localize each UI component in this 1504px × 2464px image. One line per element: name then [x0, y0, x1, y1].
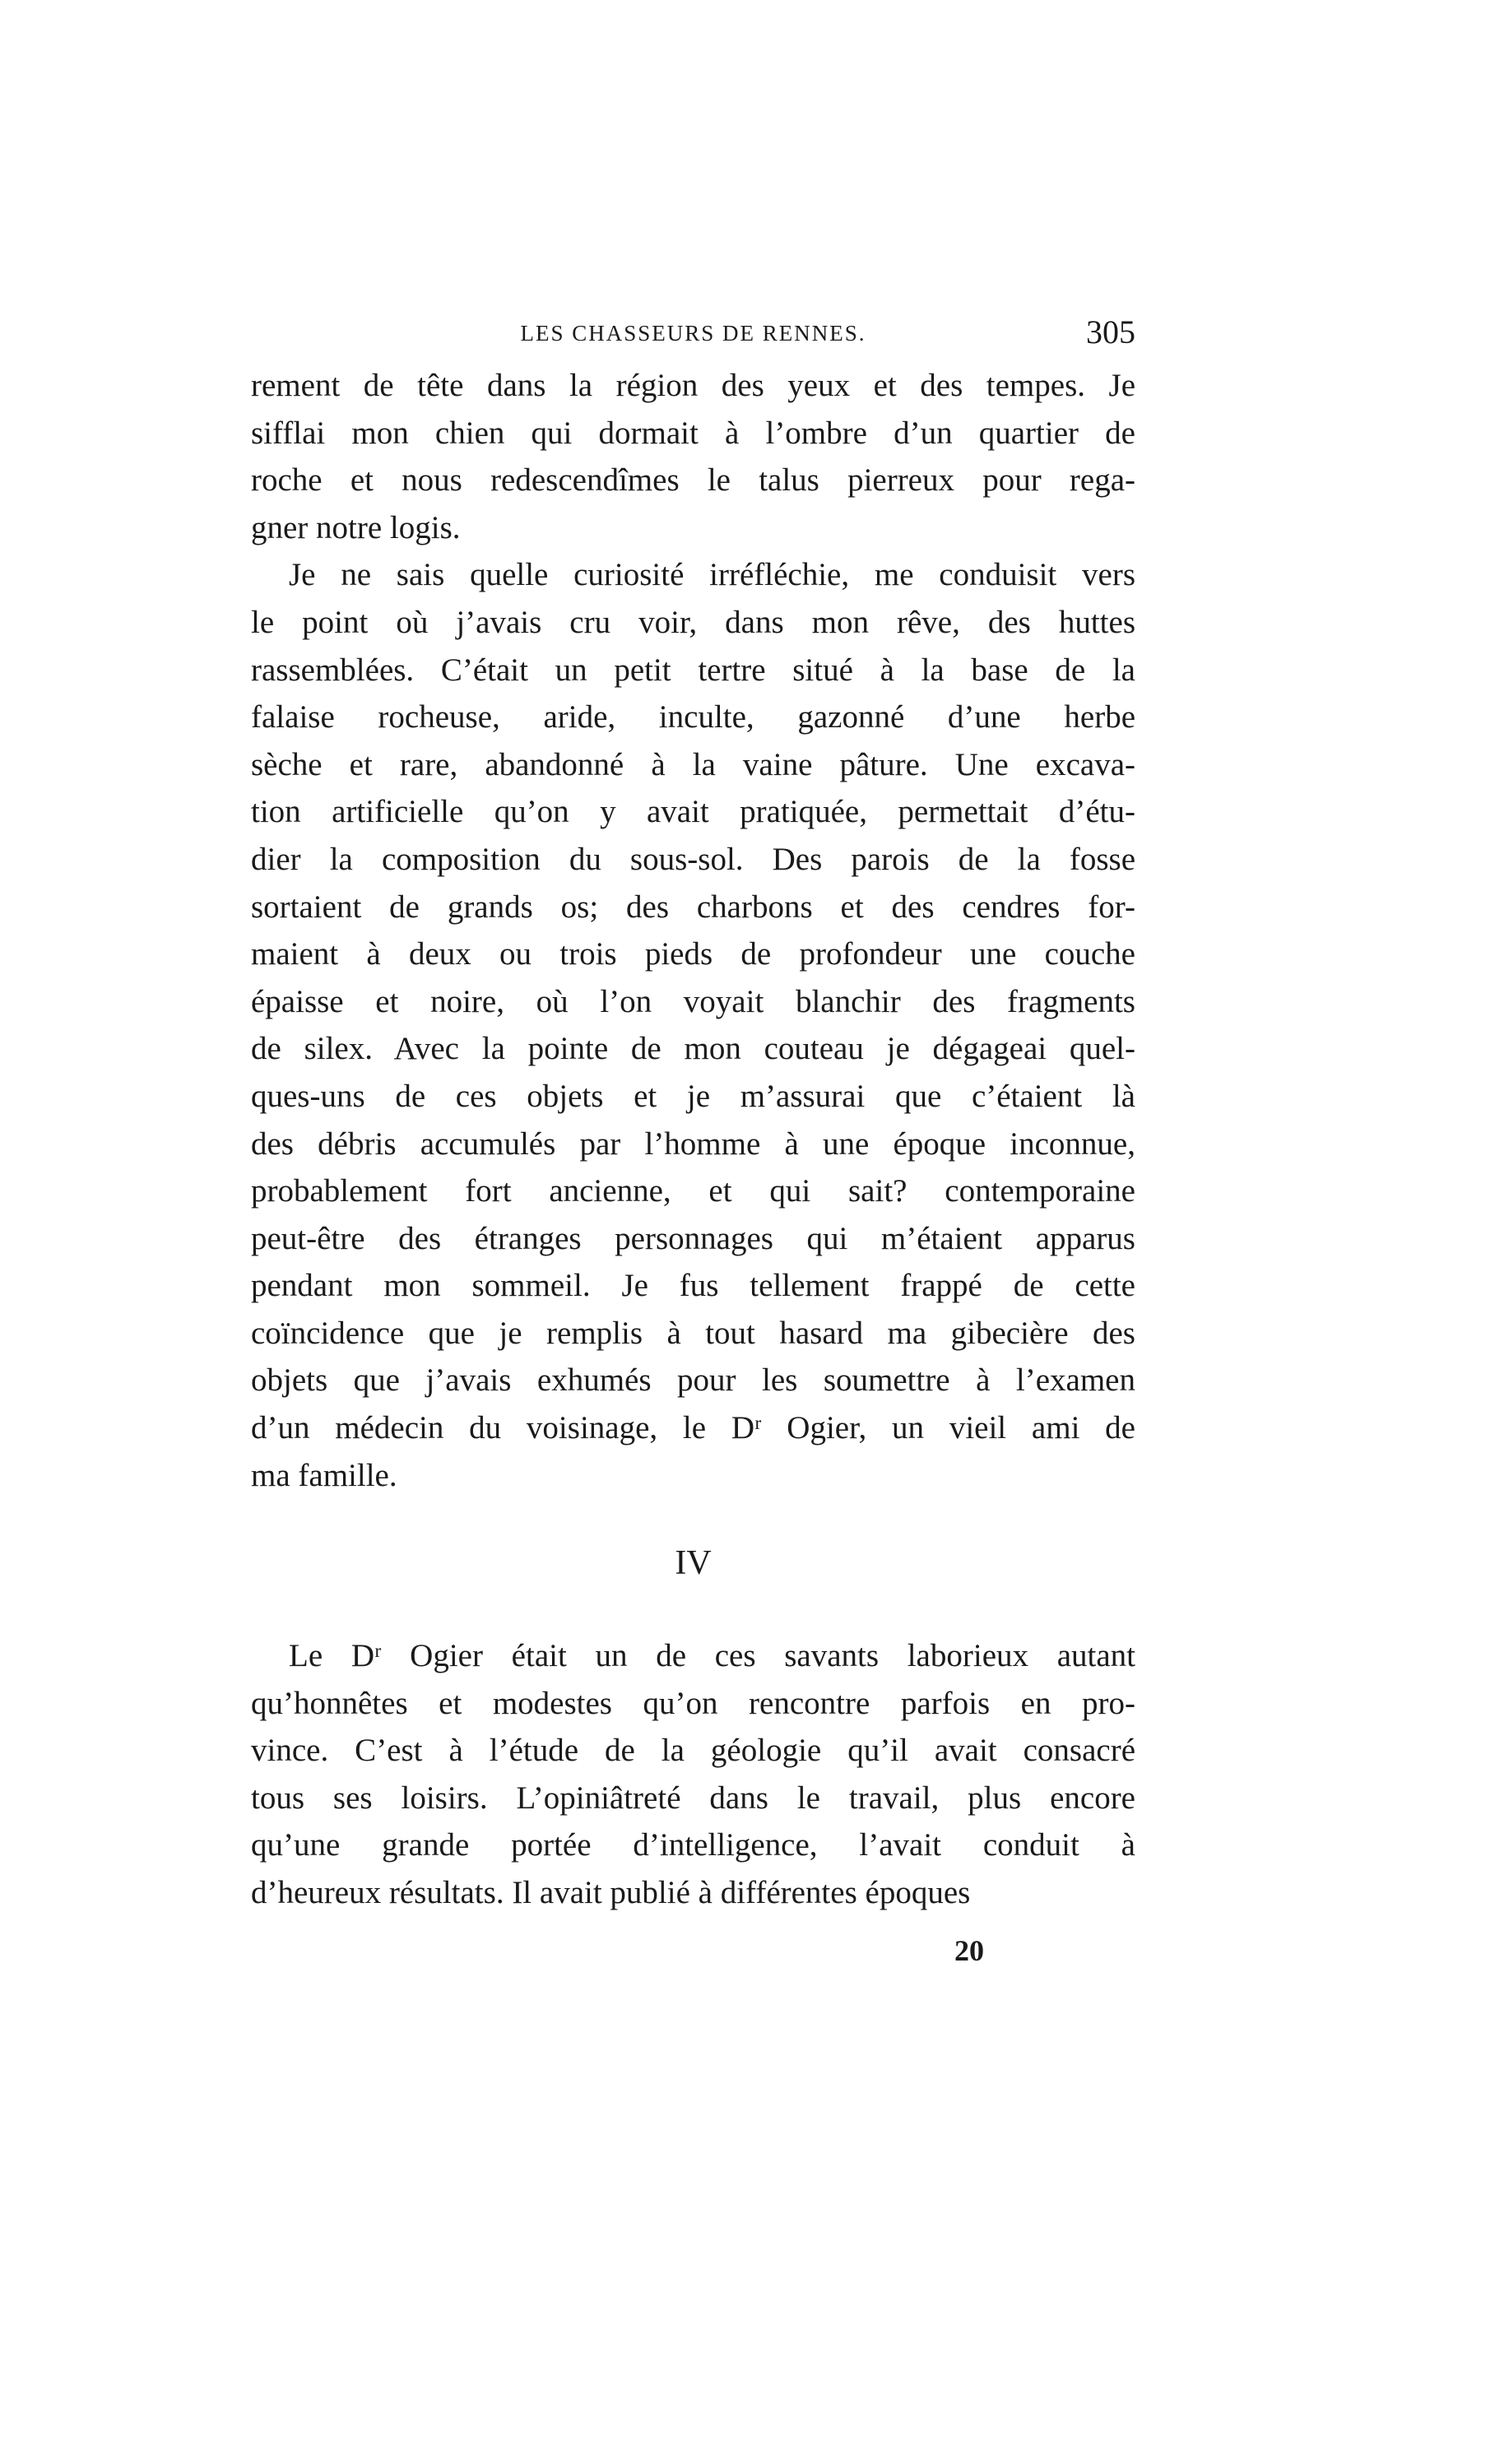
text-line: probablement fort ancienne, et qui sait? contemporaine: [251, 1173, 1135, 1209]
signature-mark: 20: [954, 1934, 984, 1967]
text-line: qu’honnêtes et modestes qu’on rencontre parfois en pro-: [251, 1685, 1135, 1721]
text-line: maient à deux ou trois pieds de profondeur une couche: [251, 936, 1135, 972]
text-line: d’heureux résultats. Il avait publié à différentes époques: [251, 1874, 971, 1910]
text-line: tous ses loisirs. L’opiniâtreté dans le travail, plus encore: [251, 1780, 1135, 1816]
body-text: [251, 362, 1135, 1499]
text-line: de silex. Avec la pointe de mon couteau je dégageai quel-: [251, 1031, 1135, 1067]
running-title: LES CHASSEURS DE RENNES.: [520, 321, 866, 346]
text-line: gner notre logis.: [251, 509, 461, 545]
running-header: [251, 313, 1135, 352]
text-line: Le Dʳ Ogier était un de ces savants laborieux autant: [289, 1638, 1135, 1673]
section-heading: IV: [675, 1544, 712, 1582]
text-line: Je ne sais quelle curiosité irréfléchie, me conduisit vers: [289, 557, 1135, 593]
text-line: rement de tête dans la région des yeux et des tempes. Je: [251, 368, 1135, 403]
text-line: des débris accumulés par l’homme à une époque inconnue,: [251, 1125, 1135, 1162]
text-line: pendant mon sommeil. Je fus tellement frappé de cette: [251, 1268, 1135, 1304]
text-line: sèche et rare, abandonné à la vaine pâture. Une excava-: [251, 746, 1135, 782]
text-line: d’un médecin du voisinage, le Dʳ Ogier, un vieil ami de: [251, 1410, 1135, 1446]
text-line: sortaient de grands os; des charbons et des cendres for-: [251, 889, 1135, 925]
text-line: objets que j’avais exhumés pour les soumettre à l’examen: [251, 1362, 1135, 1399]
text-line: épaisse et noire, où l’on voyait blanchir des fragments: [251, 983, 1135, 1019]
text-line: vince. C’est à l’étude de la géologie qu’il avait consacré: [251, 1733, 1135, 1769]
text-line: ques-uns de ces objets et je m’assurai que c’étaient là: [251, 1078, 1135, 1114]
text-line: rassemblées. C’était un petit tertre situé à la base de la: [251, 652, 1135, 688]
text-line: qu’une grande portée d’intelligence, l’avait conduit à: [251, 1827, 1135, 1863]
text-line: coïncidence que je remplis à tout hasard ma gibecière des: [251, 1315, 1135, 1351]
page-number: 305: [1086, 313, 1135, 350]
text-line: falaise rocheuse, aride, inculte, gazonné d’une herbe: [251, 699, 1135, 735]
body-text-section-iv: [251, 1632, 1135, 1917]
text-line: sifflai mon chien qui dormait à l’ombre d’un quartier de: [251, 415, 1135, 451]
text-line: tion artificielle qu’on y avait pratiquée, permettait d’étu-: [251, 794, 1135, 830]
text-line: peut-être des étranges personnages qui m’étaient apparus: [251, 1220, 1135, 1256]
text-line: roche et nous redescendîmes le talus pierreux pour rega-: [251, 462, 1135, 499]
text-line: ma famille.: [251, 1457, 397, 1493]
text-line: dier la composition du sous-sol. Des parois de la fosse: [251, 841, 1135, 877]
text-line: le point où j’avais cru voir, dans mon rêve, des huttes: [251, 604, 1135, 640]
